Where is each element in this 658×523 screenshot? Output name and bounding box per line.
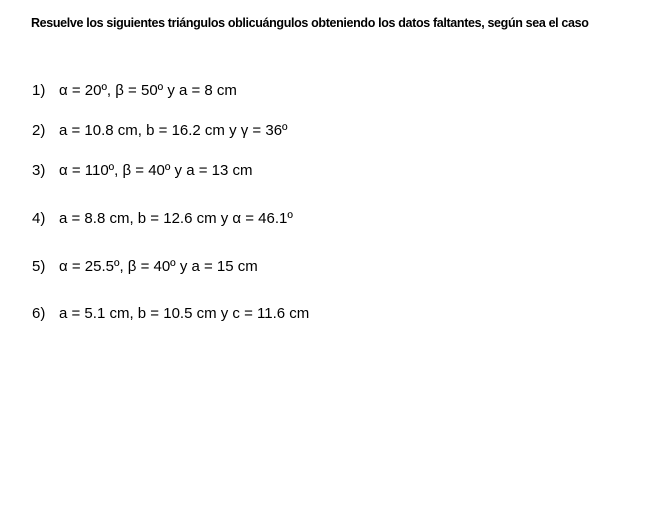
problem-text: α = 110º, β = 40º y a = 13 cm — [59, 162, 253, 179]
problem-text: a = 8.8 cm, b = 12.6 cm y α = 46.1º — [59, 210, 293, 227]
problem-text: α = 20º, β = 50º y a = 8 cm — [59, 82, 237, 99]
problem-item — [32, 258, 258, 275]
problem-item — [32, 210, 293, 227]
problem-item — [32, 122, 288, 139]
problem-item — [32, 82, 237, 99]
problem-text: a = 10.8 cm, b = 16.2 cm y γ = 36º — [59, 122, 288, 139]
problem-number: 1) — [32, 82, 46, 99]
problem-number: 5) — [32, 258, 46, 275]
problem-text: α = 25.5º, β = 40º y a = 15 cm — [59, 258, 258, 275]
instruction-heading: Resuelve los siguientes triángulos oblicuángulos obteniendo los datos faltantes, según sea el caso — [31, 16, 589, 30]
problem-number: 4) — [32, 210, 46, 227]
problem-number: 3) — [32, 162, 46, 179]
problem-item — [32, 305, 309, 322]
problem-number: 2) — [32, 122, 46, 139]
problem-text: a = 5.1 cm, b = 10.5 cm y c = 11.6 cm — [59, 305, 310, 322]
problem-number: 6) — [32, 305, 46, 322]
problem-item — [32, 162, 253, 179]
